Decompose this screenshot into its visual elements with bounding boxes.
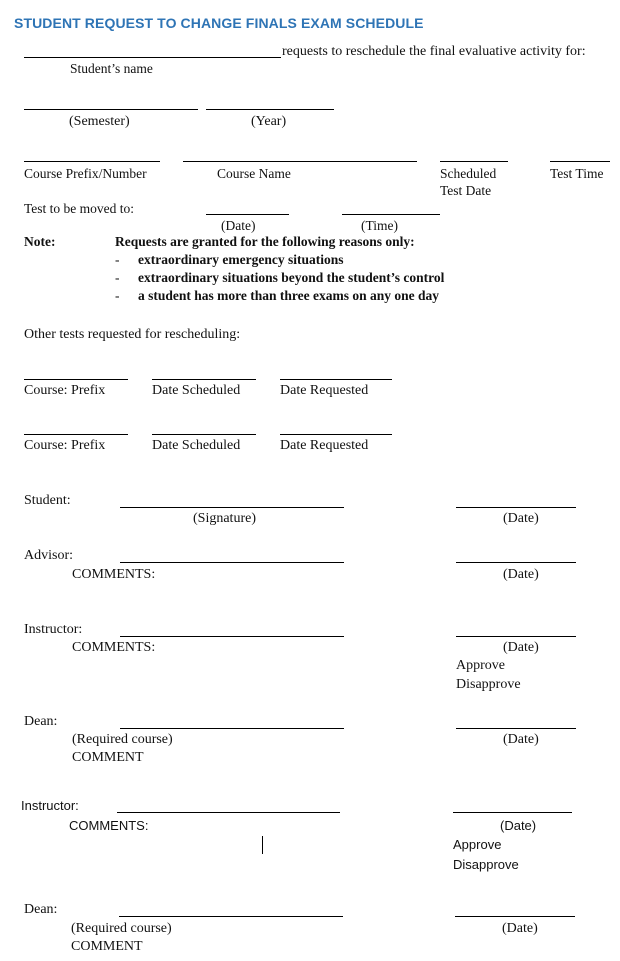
moved-date-field[interactable] <box>206 214 289 215</box>
note-bullet: - <box>115 288 120 303</box>
year-label: (Year) <box>251 114 287 129</box>
note-label: Note: <box>24 234 56 249</box>
other-course-prefix-label: Course: Prefix <box>24 438 106 453</box>
course-prefix-label: Course Prefix/Number <box>24 166 147 181</box>
semester-field[interactable] <box>24 109 198 110</box>
dean-signature-field[interactable] <box>119 916 343 917</box>
other-date-scheduled-field[interactable] <box>152 434 256 435</box>
instructor-label: Instructor: <box>21 798 79 813</box>
other-date-requested-label: Date Requested <box>280 383 369 398</box>
instructor-comments-label: COMMENTS: <box>69 818 149 833</box>
disapprove-option[interactable]: Disapprove <box>453 857 519 872</box>
course-name-field[interactable] <box>183 161 417 162</box>
note-bullet: - <box>115 252 120 267</box>
note-reason: a student has more than three exams on any one day <box>138 288 440 303</box>
dean-label: Dean: <box>24 714 58 729</box>
instructor-comments-label: COMMENTS: <box>72 640 156 655</box>
dean-comment-label: COMMENT <box>71 939 143 954</box>
date-label: (Date) <box>500 818 537 833</box>
advisor-comments-label: COMMENTS: <box>72 567 156 582</box>
note-bullet: - <box>115 270 120 285</box>
moved-time-label: (Time) <box>361 218 399 233</box>
date-label: (Date) <box>502 921 538 936</box>
instructor-signature-field[interactable] <box>120 636 344 637</box>
disapprove-option[interactable]: Disapprove <box>456 677 521 692</box>
date-label: (Date) <box>503 511 539 526</box>
date-label: (Date) <box>503 567 539 582</box>
test-time-label: Test Time <box>550 166 604 181</box>
dean-label: Dean: <box>24 902 58 917</box>
course-name-label: Course Name <box>217 166 291 181</box>
signature-label: (Signature) <box>193 511 256 526</box>
other-course-prefix-field[interactable] <box>24 434 128 435</box>
instructor-label: Instructor: <box>24 622 83 637</box>
note-reason: extraordinary emergency situations <box>138 252 344 267</box>
instructor-date-field[interactable] <box>456 636 576 637</box>
dean-date-field[interactable] <box>455 916 575 917</box>
text-cursor <box>262 836 263 854</box>
instructor-date-field[interactable] <box>453 812 572 813</box>
student-name-field[interactable] <box>24 57 281 58</box>
student-name-label: Student’s name <box>70 61 153 76</box>
instructor-signature-field[interactable] <box>117 812 340 813</box>
student-signature-field[interactable] <box>120 507 344 508</box>
other-date-scheduled-label: Date Scheduled <box>152 383 241 398</box>
dean-date-field[interactable] <box>456 728 576 729</box>
date-label: (Date) <box>503 640 539 655</box>
other-tests-label: Other tests requested for rescheduling: <box>24 327 241 342</box>
other-course-prefix-field[interactable] <box>24 379 128 380</box>
course-prefix-field[interactable] <box>24 161 160 162</box>
advisor-label: Advisor: <box>24 548 73 563</box>
scheduled-test-date-field[interactable] <box>440 161 508 162</box>
note-heading: Requests are granted for the following reasons only: <box>115 234 415 249</box>
approve-option[interactable]: Approve <box>453 837 502 852</box>
student-label: Student: <box>24 493 71 508</box>
advisor-signature-field[interactable] <box>120 562 344 563</box>
other-date-requested-field[interactable] <box>280 434 392 435</box>
other-date-scheduled-label: Date Scheduled <box>152 438 241 453</box>
other-date-scheduled-field[interactable] <box>152 379 256 380</box>
scheduled-label-line2: Test Date <box>440 183 492 198</box>
semester-label: (Semester) <box>69 114 130 129</box>
test-time-field[interactable] <box>550 161 610 162</box>
required-course-label: (Required course) <box>72 732 173 747</box>
advisor-date-field[interactable] <box>456 562 576 563</box>
dean-comment-label: COMMENT <box>72 750 144 765</box>
request-line-text: requests to reschedule the final evaluative activity for: <box>282 44 586 59</box>
other-course-prefix-label: Course: Prefix <box>24 383 106 398</box>
scheduled-label-line1: Scheduled <box>440 166 497 181</box>
date-label: (Date) <box>503 732 539 747</box>
page-title: STUDENT REQUEST TO CHANGE FINALS EXAM SCHEDULE <box>14 15 424 31</box>
other-date-requested-field[interactable] <box>280 379 392 380</box>
moved-to-label: Test to be moved to: <box>24 201 135 216</box>
note-reason: extraordinary situations beyond the student’s control <box>138 270 445 285</box>
student-date-field[interactable] <box>456 507 576 508</box>
year-field[interactable] <box>206 109 334 110</box>
dean-signature-field[interactable] <box>120 728 344 729</box>
moved-date-label: (Date) <box>221 218 256 233</box>
moved-time-field[interactable] <box>342 214 440 215</box>
approve-option[interactable]: Approve <box>456 658 505 673</box>
other-date-requested-label: Date Requested <box>280 438 369 453</box>
required-course-label: (Required course) <box>71 921 172 936</box>
